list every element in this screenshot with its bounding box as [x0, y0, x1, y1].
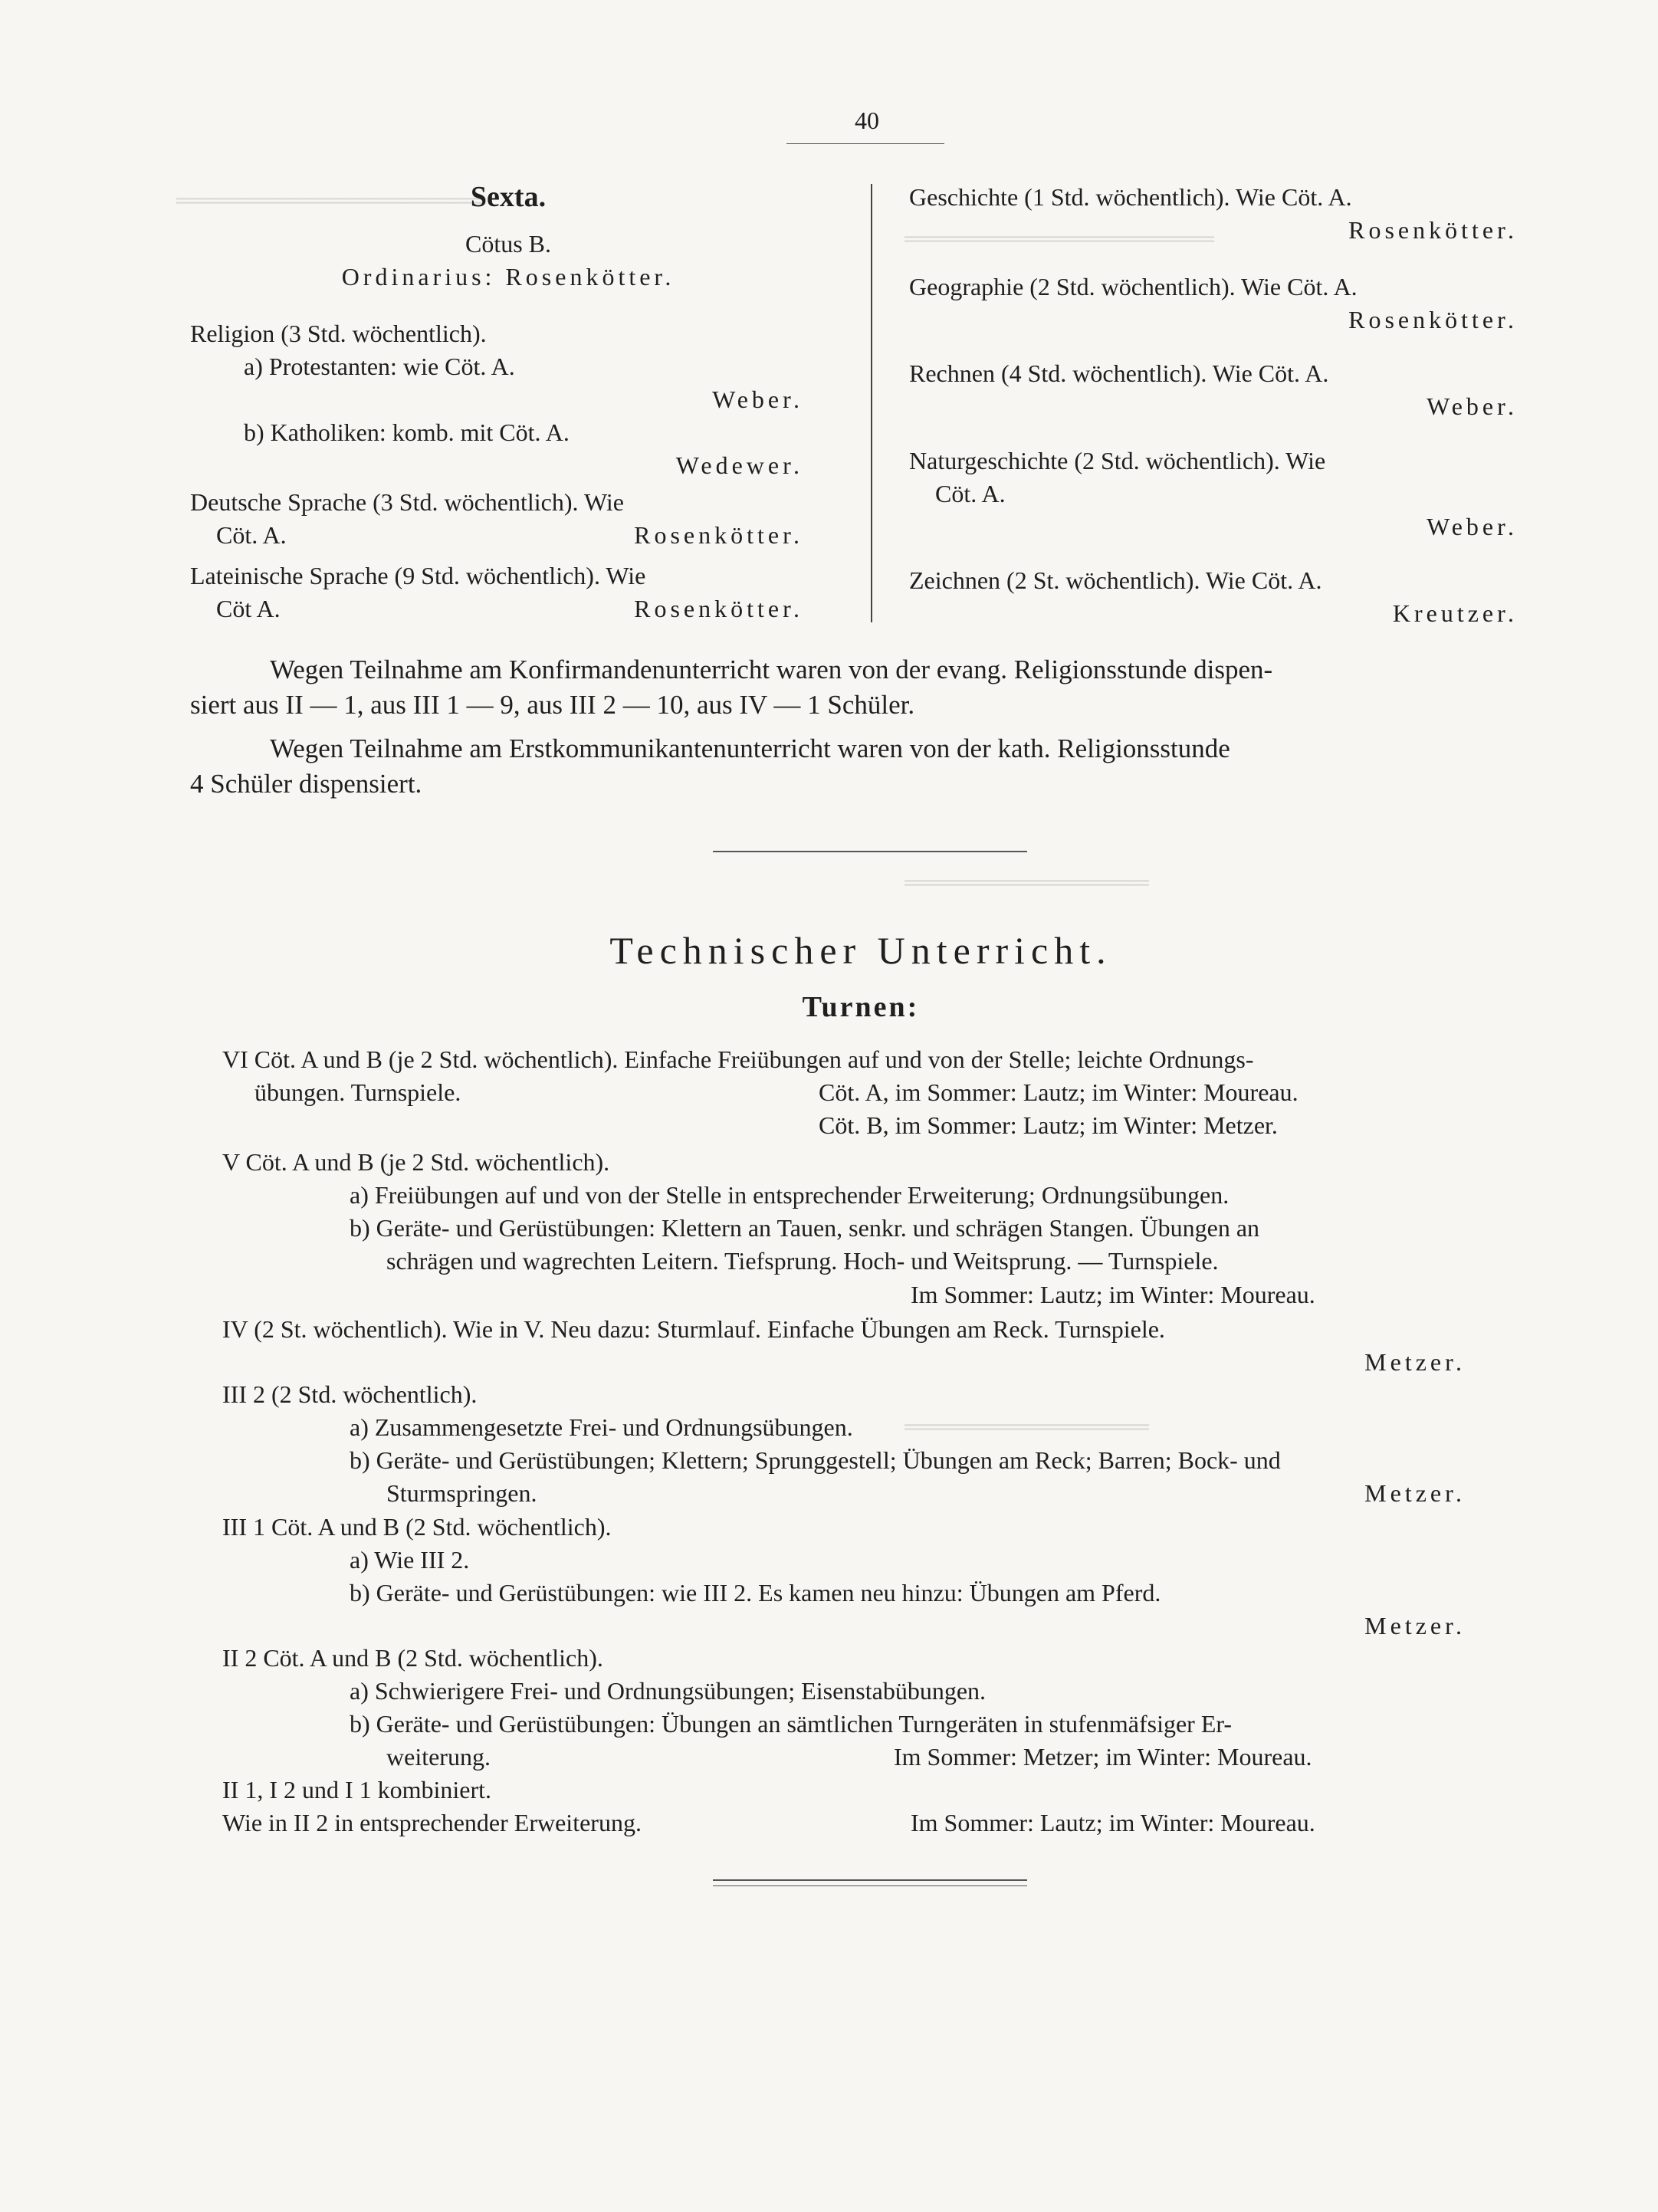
iii2-item-a: a) Zusammengesetzte Frei- und Ordnungsübungen. — [350, 1413, 853, 1441]
turnen-heading: Turnen: — [802, 991, 920, 1023]
section-divider — [713, 851, 1027, 852]
ii2-heading: II 2 Cöt. A und B (2 Std. wöchentlich). — [222, 1644, 603, 1672]
latein-coetus: Cöt A. — [216, 595, 281, 622]
latein-teacher: Rosenkötter. — [634, 595, 803, 622]
column-divider — [871, 184, 872, 622]
ii1-heading: II 1, I 2 und I 1 kombiniert. — [222, 1776, 492, 1803]
geschichte-line: Geschichte (1 Std. wöchentlich). Wie Cöt. A. — [909, 183, 1352, 211]
naturgeschichte-teacher: Weber. — [1427, 513, 1518, 540]
latein-line: Lateinische Sprache (9 Std. wöchentlich). Wie — [190, 562, 646, 589]
ii1-teachers: Im Sommer: Lautz; im Winter: Moureau. — [911, 1809, 1315, 1836]
note-1-line-1: Wegen Teilnahme am Konfirmandenunterricht waren von der evang. Religionsstunde dispen- — [270, 655, 1273, 684]
religion-line: Religion (3 Std. wöchentlich). — [190, 320, 487, 347]
deutsch-coetus: Cöt. A. — [216, 521, 287, 549]
ii2-item-b-line-2: weiterung. — [386, 1743, 491, 1771]
ii2-item-a: a) Schwierigere Frei- und Ordnungsübungen; Eisenstabübungen. — [350, 1677, 987, 1705]
technical-title: Technischer Unterricht. — [609, 929, 1112, 972]
sexta-ordinarius: Ordinarius: Rosenkötter. — [341, 263, 675, 290]
page-number: 40 — [855, 107, 879, 134]
iv-teacher: Metzer. — [1364, 1348, 1466, 1376]
zeichnen-teacher: Kreutzer. — [1392, 599, 1518, 627]
ii2-item-b-line-1: b) Geräte- und Gerüstübungen: Übungen an sämtlichen Turngeräten in stufenmäfsiger Er- — [350, 1710, 1233, 1738]
geographie-teacher: Rosenkötter. — [1348, 306, 1518, 333]
vi-coetus-b-teachers: Cöt. B, im Sommer: Lautz; im Winter: Metzer. — [819, 1111, 1278, 1139]
end-rule-2 — [713, 1885, 1027, 1886]
note-2-line-1: Wegen Teilnahme am Erstkommunikantenunterricht waren von der kath. Religionsstunde — [270, 734, 1230, 763]
note-1-line-2: siert aus II — 1, aus III 1 — 9, aus III 2 — 10, aus IV — 1 Schüler. — [190, 690, 915, 720]
sexta-coetus: Cötus B. — [465, 230, 552, 258]
geographie-line: Geographie (2 Std. wöchentlich). Wie Cöt. A. — [909, 273, 1358, 300]
ii2-teachers: Im Sommer: Metzer; im Winter: Moureau. — [894, 1743, 1312, 1771]
geschichte-teacher: Rosenkötter. — [1348, 216, 1518, 244]
v-item-a: a) Freiübungen auf und von der Stelle in entsprechender Erweiterung; Ordnungsübungen. — [350, 1181, 1230, 1209]
iii2-item-b-line-2: Sturmspringen. — [386, 1479, 537, 1507]
note-2-line-2: 4 Schüler dispensiert. — [190, 769, 422, 799]
deutsch-teacher: Rosenkötter. — [634, 521, 803, 549]
deutsch-line: Deutsche Sprache (3 Std. wöchentlich). Wie — [190, 488, 624, 516]
vi-coetus-a-teachers: Cöt. A, im Sommer: Lautz; im Winter: Moureau. — [819, 1078, 1298, 1106]
zeichnen-line: Zeichnen (2 St. wöchentlich). Wie Cöt. A. — [909, 566, 1322, 594]
religion-catholic-teacher: Wedewer. — [675, 451, 803, 479]
iv-line: IV (2 St. wöchentlich). Wie in V. Neu dazu: Sturmlauf. Einfache Übungen am Reck. Turnspiele. — [222, 1315, 1165, 1343]
iii1-teacher: Metzer. — [1364, 1612, 1466, 1639]
religion-catholic: b) Katholiken: komb. mit Cöt. A. — [244, 418, 570, 446]
iii1-item-a: a) Wie III 2. — [350, 1546, 470, 1574]
v-item-b-line-1: b) Geräte- und Gerüstübungen: Klettern an Tauen, senkr. und schrägen Stangen. Übungen an — [350, 1214, 1260, 1242]
iii2-item-b-line-1: b) Geräte- und Gerüstübungen; Klettern; Sprunggestell; Übungen am Reck; Barren; Bock- und — [350, 1446, 1281, 1474]
sexta-heading: Sexta. — [470, 181, 547, 213]
naturgeschichte-coetus: Cöt. A. — [935, 480, 1006, 507]
naturgeschichte-line: Naturgeschichte (2 Std. wöchentlich). Wie — [909, 447, 1326, 474]
iii1-item-b: b) Geräte- und Gerüstübungen: wie III 2. Es kamen neu hinzu: Übungen am Pferd. — [350, 1579, 1161, 1606]
header-rule — [786, 143, 944, 144]
religion-protestant: a) Protestanten: wie Cöt. A. — [244, 353, 515, 380]
rechnen-line: Rechnen (4 Std. wöchentlich). Wie Cöt. A. — [909, 359, 1329, 387]
vi-line-1: VI Cöt. A und B (je 2 Std. wöchentlich). Einfache Freiübungen auf und von der Stelle; leichte Ordnungs- — [222, 1045, 1254, 1073]
rechnen-teacher: Weber. — [1427, 392, 1518, 420]
v-item-b-line-2: schrägen und wagrechten Leitern. Tiefsprung. Hoch- und Weitsprung. — Turnspiele. — [386, 1247, 1219, 1275]
end-rule-1 — [713, 1879, 1027, 1881]
iii2-teacher: Metzer. — [1364, 1479, 1466, 1507]
v-teachers: Im Sommer: Lautz; im Winter: Moureau. — [911, 1281, 1315, 1308]
iii2-heading: III 2 (2 Std. wöchentlich). — [222, 1380, 478, 1408]
iii1-heading: III 1 Cöt. A und B (2 Std. wöchentlich). — [222, 1513, 612, 1541]
religion-protestant-teacher: Weber. — [712, 386, 803, 413]
v-heading: V Cöt. A und B (je 2 Std. wöchentlich). — [222, 1148, 610, 1176]
ii1-text: Wie in II 2 in entsprechender Erweiterung. — [222, 1809, 642, 1836]
vi-line-2: übungen. Turnspiele. — [254, 1078, 461, 1106]
